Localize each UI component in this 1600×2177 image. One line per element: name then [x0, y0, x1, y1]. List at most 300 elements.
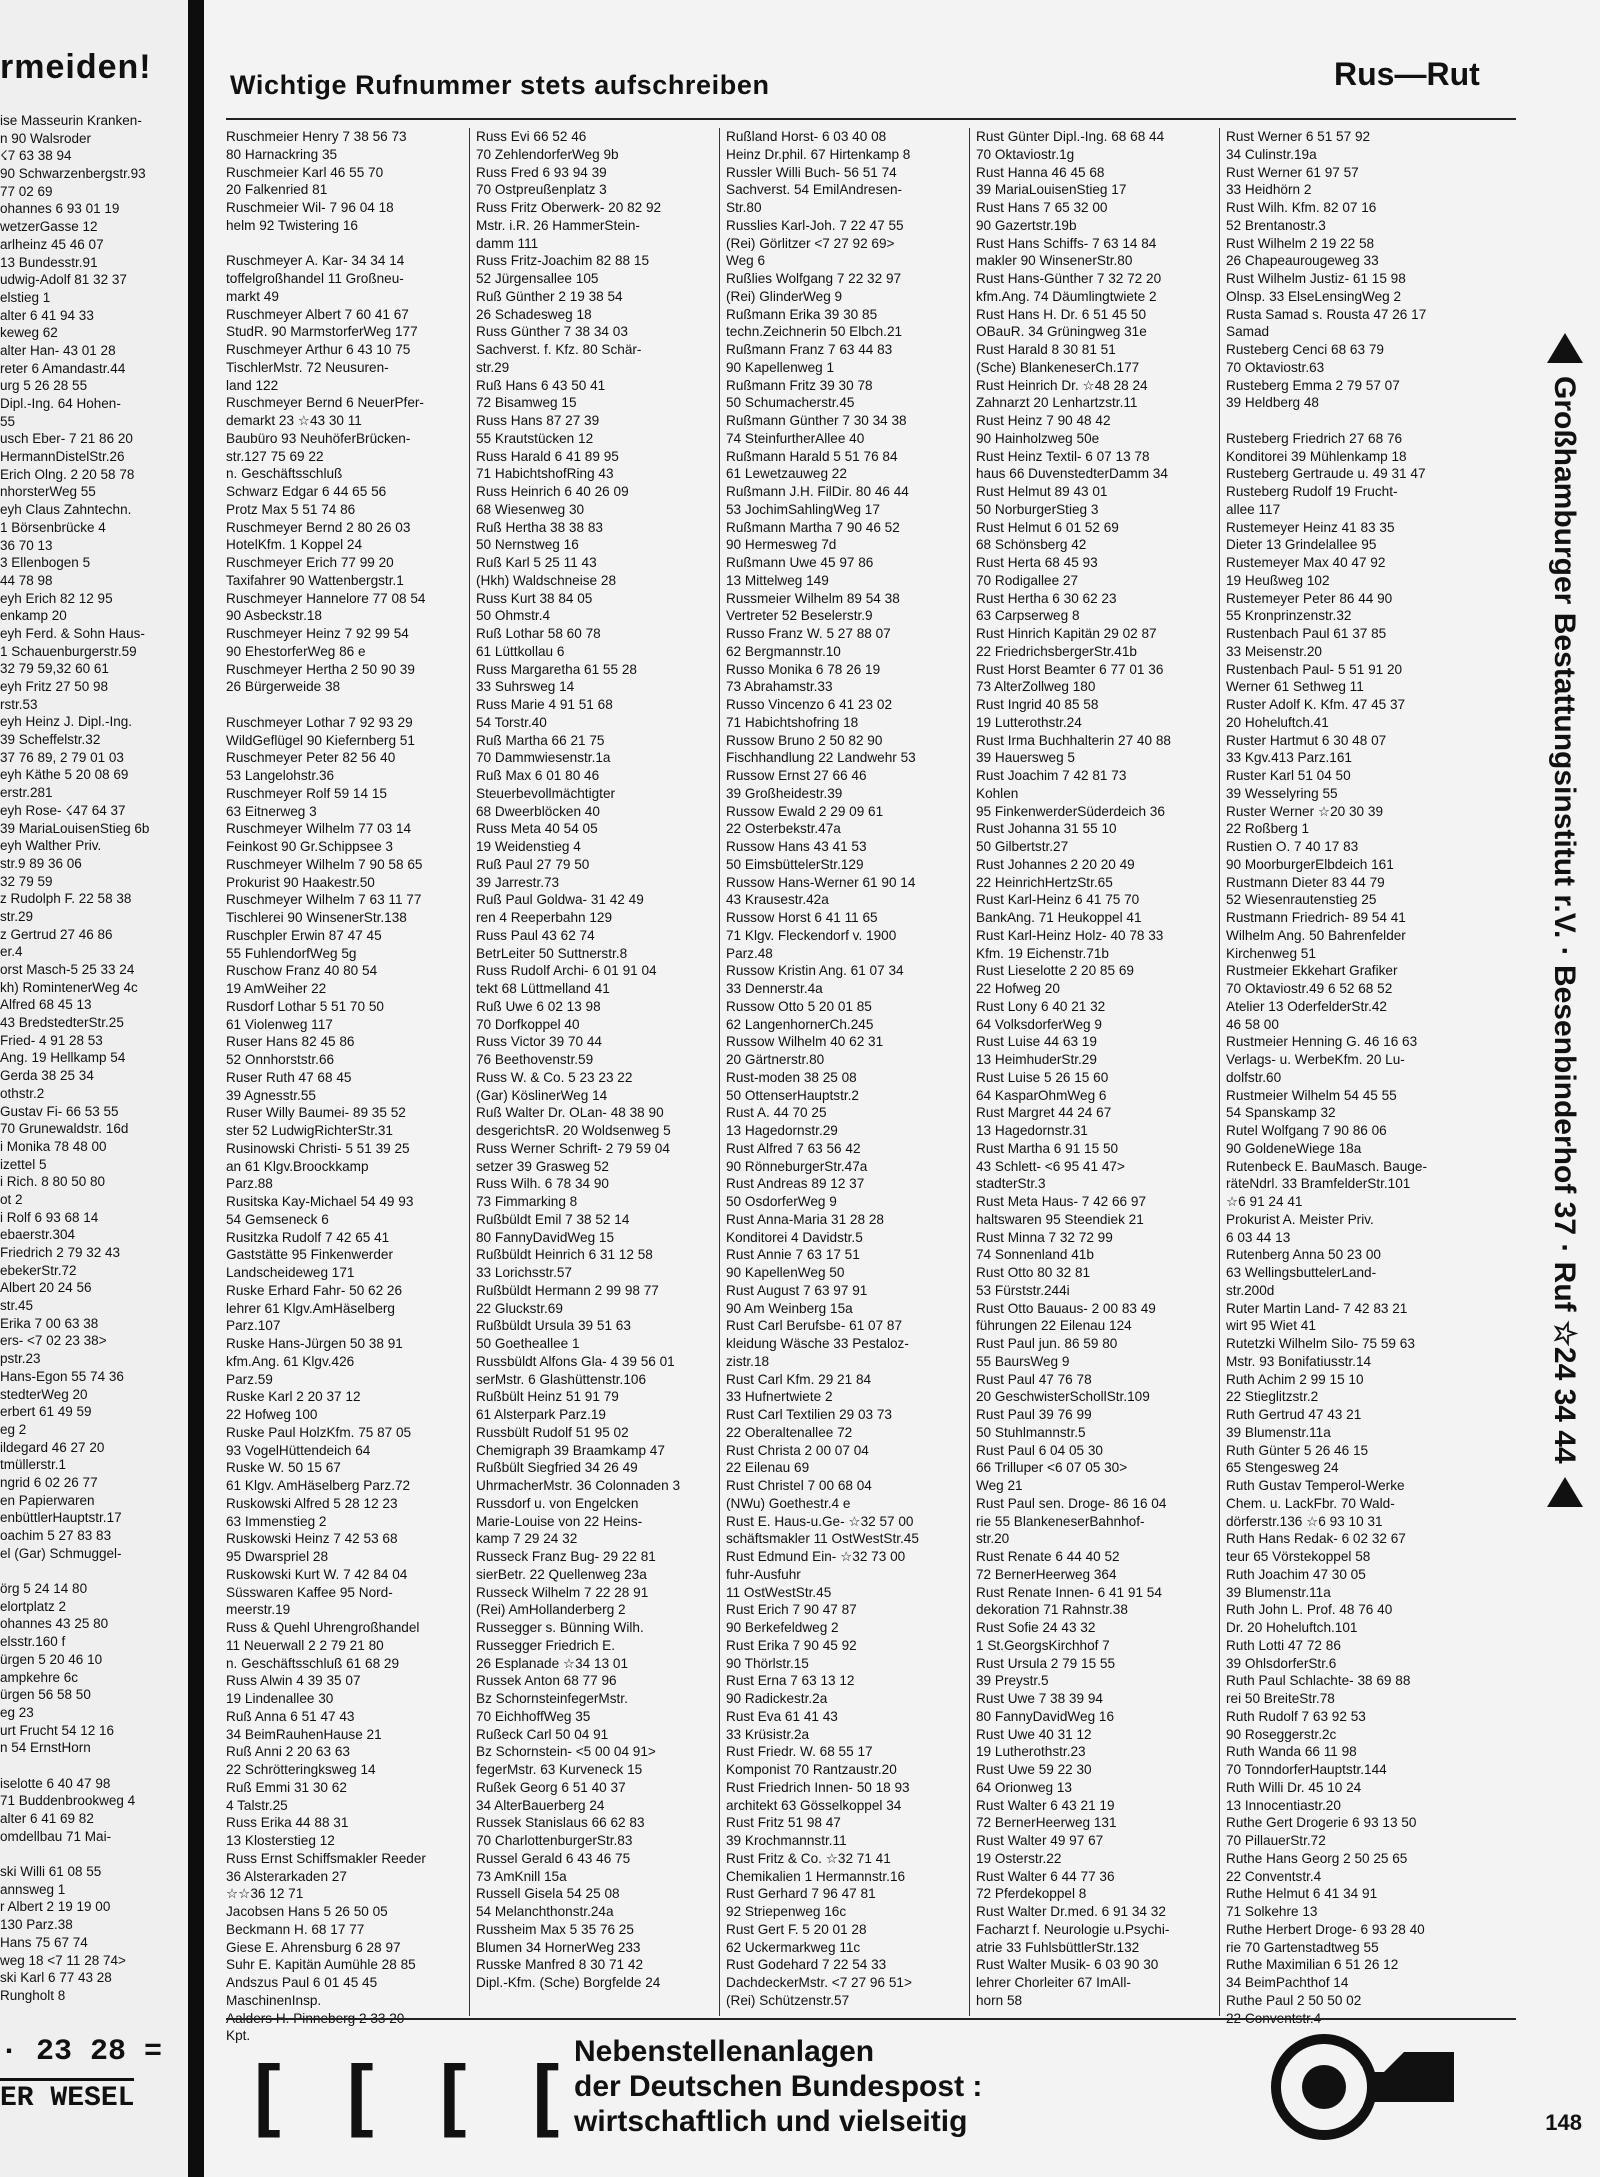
directory-entry: Russ Evi 66 52 46: [476, 129, 587, 144]
directory-entry: Rustemeyer Peter 86 44 90: [1226, 590, 1393, 606]
directory-entry: DachdeckerMstr. <7 27 96 51>: [726, 1975, 912, 1990]
directory-entry: 52 Onnhorststr.66: [226, 1052, 335, 1067]
directory-entry: Rust Uwe 7 38 39 94: [976, 1691, 1103, 1706]
directory-entry: Rust Walter Musik- 6 03 90 30: [976, 1957, 1159, 1973]
directory-entry: 33 Heidhörn 2: [1226, 182, 1312, 198]
directory-entry: 50 NorburgerStieg 3: [976, 501, 1099, 517]
facing-page-entry: HermannDistelStr.26: [0, 449, 125, 465]
directory-entry: Facharzt f. Neurologie u.Psychi-: [976, 1921, 1170, 1937]
directory-entry: Rust Alfred 7 63 56 42: [726, 1140, 861, 1156]
directory-entry: Feinkost 90 Gr.Schippsee 3: [226, 839, 393, 854]
directory-entry: 19 Lutterothstr.24: [976, 714, 1082, 730]
directory-entry: Russ Fred 6 93 94 39: [476, 164, 607, 180]
directory-entry: Ruschmeyer Wilhelm 77 03 14: [226, 821, 412, 837]
directory-entry: Ruschmeier Karl 46 55 70: [226, 164, 384, 180]
directory-entry: HotelKfm. 1 Koppel 24: [226, 537, 363, 553]
directory-entry: Rust Walter 6 43 21 19: [976, 1797, 1115, 1813]
directory-entry: Rust Minna 7 32 72 99: [976, 1229, 1113, 1245]
facing-page-entry: ers- <7 02 23 38>: [0, 1333, 107, 1349]
directory-entry: Rustmeier Wilhelm 54 45 55: [1226, 1087, 1397, 1103]
directory-entry: Ruth Lotti 47 72 86: [1226, 1637, 1341, 1653]
facing-page-entry: ngrid 6 02 26 77: [0, 1474, 98, 1490]
directory-entry: Rußbült Siegfried 34 26 49: [476, 1460, 638, 1476]
directory-entry: Rust Renate Innen- 6 41 91 54: [976, 1584, 1162, 1600]
directory-entry: 93 VogelHüttendeich 64: [226, 1442, 371, 1458]
directory-entry: architekt 63 Gösselkoppel 34: [726, 1797, 902, 1813]
directory-entry: 65 Stengesweg 24: [1226, 1460, 1339, 1476]
directory-page: [204, 0, 1600, 2177]
directory-entry: 39 Heldberg 48: [1226, 395, 1319, 411]
directory-entry: schäftsmakler 11 OstWestStr.45: [726, 1531, 919, 1547]
directory-entry: Prokurist A. Meister Priv.: [1226, 1211, 1374, 1227]
facing-page-entry: reter 6 Amandastr.44: [0, 360, 126, 376]
directory-entry: fuhr-Ausfuhr: [726, 1566, 801, 1582]
directory-entry: 39 Hauersweg 5: [976, 750, 1075, 766]
facing-page-entry: 55: [0, 413, 16, 429]
directory-entry: Rußbült Heinz 51 91 79: [476, 1389, 619, 1405]
directory-entry: OBauR. 34 Grüningweg 31e: [976, 324, 1147, 340]
facing-page-entry: 39 Scheffelstr.32: [0, 732, 101, 748]
directory-entry: Ruskowski Kurt W. 7 42 84 04: [226, 1566, 408, 1582]
directory-entry: fegerMstr. 63 Kurveneck 15: [476, 1762, 643, 1777]
directory-entry: Russ Marie 4 91 51 68: [476, 697, 613, 712]
directory-entry: 43 Schlett- <6 95 41 47>: [976, 1158, 1125, 1174]
directory-entry: Rust Hans 7 65 32 00: [976, 200, 1108, 215]
facing-page-entry: wetzerGasse 12: [0, 219, 98, 235]
directory-entry: [226, 696, 465, 714]
directory-entry: (Rei) Schützenstr.57: [726, 1992, 850, 2008]
directory-entry: Rust Paul sen. Droge- 86 16 04: [976, 1495, 1167, 1511]
directory-entry: 50 OsdorferWeg 9: [726, 1194, 837, 1209]
column-1: [226, 128, 470, 2044]
directory-entry: 43 Krausestr.42a: [726, 892, 829, 908]
directory-entry: WildGeflügel 90 Kiefernberg 51: [226, 732, 415, 748]
directory-entry: Russ Rudolf Archi- 6 01 91 04: [476, 963, 657, 979]
directory-entry: 73 Abrahamstr.33: [726, 679, 833, 695]
directory-entry: Tischlerei 90 WinsenerStr.138: [226, 910, 407, 925]
directory-entry: 72 Pferdekoppel 8: [976, 1886, 1087, 1902]
directory-entry: Steuerbevollmächtigter: [476, 785, 616, 801]
directory-entry: Str.80: [726, 200, 762, 215]
directory-entry: Rustmann Dieter 83 44 79: [1226, 874, 1385, 890]
facing-page-entry: ot 2: [0, 1191, 23, 1207]
directory-entry: 39 Großheidestr.39: [726, 785, 843, 801]
directory-entry: 13 Innocentiastr.20: [1226, 1797, 1341, 1813]
directory-entry: Russow Bruno 2 50 82 90: [726, 732, 883, 748]
facing-page-entry: Gerda 38 25 34: [0, 1068, 94, 1084]
directory-entry: (NWu) Goethestr.4 e: [726, 1495, 851, 1511]
directory-entry: setzer 39 Grasweg 52: [476, 1158, 609, 1174]
directory-entry: Rust Günter Dipl.-Ing. 68 68 44: [976, 129, 1165, 144]
directory-entry: 90 EhestorferWeg 86 e: [226, 643, 366, 659]
bottom-advertisement: [234, 2028, 1504, 2148]
directory-entry: 34 BeimRauhenHause 21: [226, 1726, 382, 1742]
directory-entry: 68 Dweerblöcken 40: [476, 803, 600, 819]
directory-entry: Rußlies Wolfgang 7 22 32 97: [726, 271, 902, 286]
directory-entry: 63 Eitnerweg 3: [226, 803, 317, 819]
directory-entry: Rußmann Erika 39 30 85: [726, 306, 878, 322]
directory-entry: serMstr. 6 Glashüttenstr.106: [476, 1371, 647, 1387]
directory-entry: 33 Suhrsweg 14: [476, 679, 575, 695]
directory-entry: 22 Roßberg 1: [1226, 821, 1310, 837]
directory-entry: damm 111: [476, 235, 539, 251]
directory-entry: Rust Friedr. W. 68 55 17: [726, 1744, 873, 1760]
directory-entry: 22 Gluckstr.69: [476, 1300, 563, 1316]
directory-entry: Rust Hans H. Dr. 6 51 45 50: [976, 306, 1147, 322]
directory-entry: Rust-moden 38 25 08: [726, 1069, 857, 1085]
facing-page-entry: Erich Olng. 2 20 58 78: [0, 466, 135, 482]
directory-entry: Werner 61 Sethweg 11: [1226, 679, 1364, 695]
directory-entry: Rußland Horst- 6 03 40 08: [726, 129, 887, 144]
directory-entry: Ruß Max 6 01 80 46: [476, 768, 600, 783]
directory-entry: Rust Christel 7 00 68 04: [726, 1478, 872, 1493]
directory-entry: Samad: [1226, 324, 1270, 340]
facing-page-entry: elortplatz 2: [0, 1598, 67, 1614]
facing-page-entry: alter 6 41 69 82: [0, 1811, 94, 1826]
directory-entry: Ruth Günter 5 26 46 15: [1226, 1442, 1369, 1458]
facing-page-entry: oachim 5 27 83 83: [0, 1528, 112, 1543]
directory-entry: 62 Bergmannstr.10: [726, 643, 841, 659]
column-2: [476, 128, 720, 2016]
directory-entry: rie 55 BlankeneserBahnhof-: [976, 1513, 1145, 1529]
directory-entry: Atelier 13 OderfelderStr.42: [1226, 998, 1387, 1014]
facing-page-entry: ebaerstr.304: [0, 1227, 76, 1243]
directory-entry: Rust Annie 7 63 17 51: [726, 1247, 860, 1263]
directory-entry: 80 Harnackring 35: [226, 146, 338, 162]
facing-page-entry: Hans 75 67 74: [0, 1934, 88, 1950]
directory-entry: 70 Oktaviostr.63: [1226, 359, 1325, 375]
directory-entry: Rust Harald 8 30 81 51: [976, 342, 1116, 357]
directory-entry: 62 LangenhornerCh.245: [726, 1016, 874, 1032]
directory-entry: Ruß Hans 6 43 50 41: [476, 377, 606, 393]
directory-entry: Russ Heinrich 6 40 26 09: [476, 484, 629, 499]
directory-entry: 50 Goetheallee 1: [476, 1336, 580, 1351]
directory-entry: 90 Roseggerstr.2c: [1226, 1726, 1337, 1742]
facing-page-entry: 32 79 59: [0, 873, 53, 889]
directory-entry: Rust Hanna 46 45 68: [976, 164, 1105, 180]
directory-entry: 19 Weidenstieg 4: [476, 839, 581, 854]
directory-entry: 71 Solkehre 13: [1226, 1904, 1318, 1919]
directory-entry: Rust Heinz 7 90 48 42: [976, 413, 1111, 428]
directory-entry: Russo Monika 6 78 26 19: [726, 661, 881, 677]
directory-entry: 19 Lindenallee 30: [226, 1691, 334, 1706]
directory-entry: 19 Lutherothstr.23: [976, 1744, 1086, 1760]
directory-entry: 70 PillauerStr.72: [1226, 1833, 1326, 1848]
facing-page-entry: eyh Fritz 27 50 98: [0, 679, 109, 694]
directory-entry: Rust Paul 6 04 05 30: [976, 1442, 1103, 1458]
directory-entry: Rust Werner 6 51 57 92: [1226, 129, 1371, 144]
directory-entry: Rust Fritz & Co. ☆32 71 41: [726, 1850, 891, 1866]
facing-page-entry: i Monika 78 48 00: [0, 1138, 107, 1154]
facing-page-entry: Dipl.-Ing. 64 Hohen-: [0, 396, 121, 411]
directory-entry: ☆6 91 24 41: [1226, 1194, 1303, 1209]
directory-entry: Rust Ursula 2 79 15 55: [976, 1655, 1116, 1671]
directory-entry: Ruschmeyer Wilhelm 7 63 11 77: [226, 892, 422, 908]
directory-entry: Russow Wilhelm 40 62 31: [726, 1034, 884, 1050]
directory-entry: 68 Schönsberg 42: [976, 537, 1087, 553]
directory-entry: lehrer 61 Klgv.AmHäselberg: [226, 1300, 395, 1316]
directory-entry: kfm.Ang. 61 Klgv.426: [226, 1353, 355, 1369]
directory-entry: Rust Gerhard 7 96 47 81: [726, 1886, 876, 1902]
directory-entry: Prokurist 90 Haakestr.50: [226, 874, 375, 890]
facing-page-entry: 37 76 89, 2 79 01 03: [0, 749, 124, 765]
directory-entry: Rusteberg Emma 2 79 57 07: [1226, 377, 1400, 393]
directory-entry: Rusteberg Gertraude u. 49 31 47: [1226, 466, 1426, 482]
directory-entry: Rutenberg Anna 50 23 00: [1226, 1247, 1381, 1263]
directory-entry: 39 Wesselyring 55: [1226, 785, 1338, 801]
directory-entry: str.20: [976, 1531, 1010, 1547]
facing-page-entry: 3 Ellenbogen 5: [0, 555, 91, 571]
facing-page-entry: 32 79 59,32 60 61: [0, 661, 109, 677]
directory-entry: Rusta Samad s. Rousta 47 26 17: [1226, 306, 1427, 322]
facing-page-heading: rmeiden!: [0, 48, 152, 86]
directory-entry: Ruth Rudolf 7 63 92 53: [1226, 1708, 1366, 1724]
directory-entry: Russ Alwin 4 39 35 07: [226, 1673, 361, 1689]
directory-entry: Russ Fritz Oberwerk- 20 82 92: [476, 200, 662, 215]
directory-entry: Rusdorf Lothar 5 51 70 50: [226, 998, 384, 1014]
directory-entry: techn.Zeichnerin 50 Elbch.21: [726, 324, 903, 340]
facing-page-entry: ski Willi 61 08 55: [0, 1864, 102, 1880]
directory-entry: Rust Erich 7 90 47 87: [726, 1602, 857, 1618]
directory-entry: markt 49: [226, 288, 279, 304]
directory-entry: 54 Gemseneck 6: [226, 1211, 329, 1227]
directory-entry: 26 Schadesweg 18: [476, 306, 592, 322]
directory-entry: Russell Gisela 54 25 08: [476, 1886, 620, 1902]
facing-page-entries: [0, 112, 188, 2005]
directory-entry: Rustenbach Paul 61 37 85: [1226, 626, 1387, 641]
directory-entry: Rusteberg Cenci 68 63 79: [1226, 342, 1384, 357]
facing-page-entry: 1 Börsenbrücke 4: [0, 519, 106, 535]
facing-page-entry: alter Han- 43 01 28: [0, 342, 116, 358]
directory-entry: 55 Kronprinzenstr.32: [1226, 608, 1352, 624]
facing-page-entry: omdellbau 71 Mai-: [0, 1828, 112, 1844]
directory-entry: Sachverst. 54 EmilAndresen-: [726, 182, 903, 198]
directory-entry: 73 AmKnill 15a: [476, 1868, 567, 1884]
directory-entry: haltswaren 95 Steendiek 21: [976, 1211, 1144, 1227]
directory-entry: Rust Eva 61 41 43: [726, 1708, 838, 1724]
facing-page-entry: erbert 61 49 59: [0, 1404, 92, 1420]
facing-page-entry: z Rudolph F. 22 58 38: [0, 891, 132, 907]
directory-entry: Rust Andreas 89 12 37: [726, 1176, 865, 1192]
facing-page-entry: iselotte 6 40 47 98: [0, 1775, 111, 1791]
directory-entry: Suhr E. Kapitän Aumühle 28 85: [226, 1957, 416, 1973]
facing-page-entry: 43 BredstedterStr.25: [0, 1015, 124, 1031]
directory-entry: Ruschmeyer Heinz 7 92 99 54: [226, 626, 409, 641]
facing-page-entry: 13 Bundesstr.91: [0, 254, 98, 270]
directory-entry: Ruth Achim 2 99 15 10: [1226, 1371, 1364, 1387]
facing-page-entry: 71 Buddenbrookweg 4: [0, 1793, 136, 1809]
directory-entry: Rustmann Friedrich- 89 54 41: [1226, 910, 1406, 925]
directory-entry: Russ Ernst Schiffsmakler Reeder: [226, 1850, 426, 1866]
book-gutter: [188, 0, 204, 2177]
directory-entry: 50 Nernstweg 16: [476, 537, 579, 553]
directory-entry: 76 Beethovenstr.59: [476, 1052, 594, 1067]
directory-entry: rei 50 BreiteStr.78: [1226, 1691, 1335, 1706]
directory-entry: dolfstr.60: [1226, 1069, 1282, 1085]
facing-page-footer-number: · 23 28 =: [0, 2035, 163, 2069]
directory-entry: Rust Herta 68 45 93: [976, 555, 1098, 570]
directory-entry: 90 Berkefeldweg 2: [726, 1620, 839, 1635]
directory-entry: Rustenbach Paul- 5 51 91 20: [1226, 661, 1403, 677]
facing-page-entry: str.45: [0, 1298, 34, 1314]
facing-page-entry: usch Eber- 7 21 86 20: [0, 431, 133, 447]
directory-entry: 39 Blumenstr.11a: [1226, 1584, 1331, 1600]
directory-entry: Russegger s. Bünning Wilh.: [476, 1620, 644, 1635]
directory-entry: Parz.88: [226, 1176, 273, 1192]
directory-entry: Ruth John L. Prof. 48 76 40: [1226, 1602, 1393, 1618]
directory-entry: 95 FinkenwerderSüderdeich 36: [976, 803, 1165, 819]
directory-entry: dekoration 71 Rahnstr.38: [976, 1602, 1128, 1618]
facing-page-entry: stedterWeg 20: [0, 1386, 88, 1402]
facing-page-entry: 36 70 13: [0, 537, 53, 553]
directory-entry: Sachverst. f. Kfz. 80 Schär-: [476, 342, 642, 357]
directory-entry: Russo Franz W. 5 27 88 07: [726, 626, 891, 641]
directory-entry: str.200d: [1226, 1282, 1275, 1298]
directory-entry: 70 Dammwiesenstr.1a: [476, 750, 611, 766]
directory-entry: Ruskowski Heinz 7 42 53 68: [226, 1531, 398, 1547]
directory-entry: BetrLeiter 50 Suttnerstr.8: [476, 945, 628, 961]
directory-entry: 39 Blumenstr.11a: [1226, 1424, 1331, 1440]
directory-entry: dörferstr.136 ☆6 93 10 31: [1226, 1513, 1383, 1529]
directory-entry: Rust Luise 44 63 19: [976, 1034, 1097, 1050]
directory-entry: Rußmann Franz 7 63 44 83: [726, 342, 893, 357]
directory-entry: StudR. 90 MarmstorferWeg 177: [226, 324, 418, 340]
directory-entry: stadterStr.3: [976, 1176, 1046, 1192]
directory-entry: Russ Harald 6 41 89 95: [476, 448, 619, 464]
directory-entry: 11 OstWestStr.45: [726, 1584, 832, 1600]
directory-entry: 61 Lüttkollau 6: [476, 643, 565, 659]
directory-entry: Rust E. Haus-u.Ge- ☆32 57 00: [726, 1513, 914, 1529]
directory-entry: Ruschmeyer Erich 77 99 20: [226, 555, 394, 570]
directory-entry: 39 Preystr.5: [976, 1673, 1049, 1689]
directory-entry: rie 70 Gartenstadtweg 55: [1226, 1939, 1379, 1955]
directory-entry: Ruschpler Erwin 87 47 45: [226, 927, 382, 943]
directory-entry: Taxifahrer 90 Wattenbergstr.1: [226, 572, 404, 588]
directory-entry: Parz.107: [226, 1318, 281, 1334]
directory-entry: Ruster Hartmut 6 30 48 07: [1226, 732, 1387, 748]
directory-entry: Russow Hans-Werner 61 90 14: [726, 874, 916, 890]
directory-entry: Marie-Louise von 22 Heins-: [476, 1513, 643, 1529]
directory-entry: Mstr. i.R. 26 HammerStein-: [476, 217, 640, 233]
directory-entry: str.127 75 69 22: [226, 448, 324, 464]
directory-entry: Russel Gerald 6 43 46 75: [476, 1850, 631, 1866]
facing-page-entry: str.29: [0, 908, 34, 924]
directory-entry: Rust Godehard 7 22 54 33: [726, 1957, 887, 1973]
facing-page-entry: eyh Rose- ☇47 64 37: [0, 802, 126, 818]
directory-entry: Russeck Franz Bug- 29 22 81: [476, 1549, 656, 1564]
facing-page-entry: othstr.2: [0, 1085, 45, 1101]
directory-entry: 22 Osterbekstr.47a: [726, 821, 841, 837]
directory-entry: Verlags- u. WerbeKfm. 20 Lu-: [1226, 1052, 1405, 1067]
directory-entry: Rußmann J.H. FilDir. 80 46 44: [726, 484, 909, 499]
directory-entry: haus 66 DuvenstedterDamm 34: [976, 466, 1168, 482]
directory-entry: Ruß Paul 27 79 50: [476, 856, 590, 872]
directory-entry: Ruthe Maximilian 6 51 26 12: [1226, 1957, 1399, 1973]
directory-entry: Fischhandlung 22 Landwehr 53: [726, 750, 916, 766]
directory-entry: 22 Conventstr.4: [1226, 1868, 1322, 1884]
directory-entry: Ruster Werner ☆20 30 39: [1226, 803, 1384, 819]
directory-entry: teur 65 Vörstekoppel 58: [1226, 1549, 1371, 1564]
directory-entry: 50 Schumacherstr.45: [726, 395, 855, 411]
directory-entry: Ruthe Gert Drogerie 6 93 13 50: [1226, 1815, 1417, 1831]
facing-page-entry: Albert 20 24 56: [0, 1280, 92, 1296]
directory-entry: Russdorf u. von Engelcken: [476, 1495, 639, 1511]
directory-entry: 72 Bisamweg 15: [476, 395, 577, 411]
directory-entry: 22 Stieglitzstr.2: [1226, 1389, 1319, 1405]
facing-page-entry: n 54 ErnstHorn: [0, 1740, 91, 1756]
directory-entry: Andszus Paul 6 01 45 45: [226, 1975, 378, 1990]
directory-entry: 34 Culinstr.19a: [1226, 146, 1317, 162]
directory-entry: Baubüro 93 NeuhöferBrücken-: [226, 430, 411, 446]
directory-entry: Ruthe Helmut 6 41 34 91: [1226, 1886, 1378, 1902]
directory-entry: Rust Paul 47 76 78: [976, 1371, 1092, 1387]
directory-entry: 22 Oberaltenallee 72: [726, 1424, 853, 1440]
directory-entry: 34 BeimPachthof 14: [1226, 1975, 1349, 1990]
column-5: [1226, 128, 1518, 2016]
directory-entry: 50 Stuhlmannstr.5: [976, 1424, 1086, 1440]
directory-entry: Rust Walter 6 44 77 36: [976, 1868, 1115, 1884]
directory-entry: 70 TonndorferHauptstr.144: [1226, 1762, 1387, 1777]
directory-entry: 68 Wiesenweg 30: [476, 501, 585, 517]
directory-entry: 90 Thörlstr.15: [726, 1655, 809, 1671]
directory-entry: Ruschmeyer Hannelore 77 08 54: [226, 590, 426, 606]
directory-entry: n. Geschäftsschluß: [226, 466, 343, 482]
directory-entry: 50 EimsbüttelerStr.129: [726, 856, 864, 872]
facing-page-entry: ohannes 43 25 80: [0, 1616, 109, 1632]
directory-entry: Rust Carl Kfm. 29 21 84: [726, 1371, 872, 1387]
directory-entry: sierBetr. 22 Quellenweg 23a: [476, 1566, 647, 1582]
directory-entry: 13 Hagedornstr.31: [976, 1123, 1088, 1138]
directory-entry: Ruske Hans-Jürgen 50 38 91: [226, 1336, 403, 1351]
facing-page-entry: eyh Erich 82 12 95: [0, 590, 113, 606]
directory-entry: Dipl.-Kfm. (Sche) Borgfelde 24: [476, 1975, 661, 1990]
column-3: [726, 128, 970, 2016]
directory-entry: Ruß Karl 5 25 11 43: [476, 555, 597, 570]
facing-page-entry: [0, 1757, 188, 1775]
directory-entry: BankAng. 71 Heukoppel 41: [976, 910, 1142, 925]
directory-entry: Rust Heinrich Dr. ☆48 28 24: [976, 377, 1148, 393]
facing-page-entry: 90 Schwarzenbergstr.93: [0, 166, 146, 182]
facing-page-entry: 44 78 98: [0, 572, 53, 588]
directory-entry: Rust Wilhelm 2 19 22 58: [1226, 235, 1375, 251]
directory-entry: Rußbüldt Ursula 39 51 63: [476, 1318, 631, 1334]
directory-entry: 90 Hermesweg 7d: [726, 537, 837, 553]
directory-entry: Rust Fritz 51 98 47: [726, 1815, 841, 1831]
directory-entry: 71 Klgv. Fleckendorf v. 1900: [726, 927, 897, 943]
directory-entry: Ruß Emmi 31 30 62: [226, 1779, 347, 1795]
facing-page-entry: ebekerStr.72: [0, 1262, 77, 1278]
directory-entry: Weg 21: [976, 1478, 1023, 1493]
directory-entry: Rust Hinrich Kapitän 29 02 87: [976, 626, 1157, 641]
directory-entry: Olnsp. 33 ElseLensingWeg 2: [1226, 288, 1402, 304]
directory-entry: Ruskowski Alfred 5 28 12 23: [226, 1495, 398, 1511]
directory-entry: 33 Kgv.413 Parz.161: [1226, 750, 1352, 766]
directory-entry: Russ Erika 44 88 31: [226, 1815, 349, 1831]
directory-entry: UhrmacherMstr. 36 Colonnaden 3: [476, 1478, 681, 1493]
directory-entry: 53 Langelohstr.36: [226, 768, 335, 783]
directory-entry: Rutetzki Wilhelm Silo- 75 59 63: [1226, 1336, 1415, 1351]
directory-entry: 90 RönneburgerStr.47a: [726, 1158, 868, 1174]
directory-entry: 70 EichhoffWeg 35: [476, 1708, 591, 1724]
directory-entry: Rust Walter Dr.med. 6 91 34 32: [976, 1904, 1166, 1919]
directory-entry: Dieter 13 Grindelallee 95: [1226, 537, 1377, 553]
directory-entry: Rustemeyer Heinz 41 83 35: [1226, 519, 1395, 535]
directory-entry: Rust Wilh. Kfm. 82 07 16: [1226, 200, 1377, 215]
directory-entry: 90 GoldeneWiege 18a: [1226, 1140, 1362, 1156]
directory-entry: Rustemeyer Max 40 47 92: [1226, 555, 1386, 570]
directory-entry: Rust Irma Buchhalterin 27 40 88: [976, 732, 1171, 748]
directory-entry: Ruske W. 50 15 67: [226, 1460, 341, 1476]
